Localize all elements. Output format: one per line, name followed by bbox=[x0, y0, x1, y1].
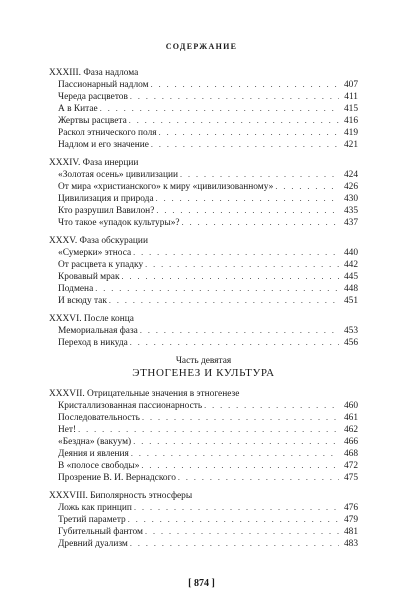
entry-page: 435 bbox=[343, 206, 358, 216]
page-number: [ 874 ] bbox=[188, 578, 215, 589]
entry-title: Ложь как принцип bbox=[58, 503, 132, 513]
toc-entry bbox=[49, 538, 358, 550]
chapter-33 bbox=[49, 67, 358, 151]
dot-leader bbox=[145, 526, 339, 538]
entry-title: Деяния и явления bbox=[58, 449, 129, 459]
entry-page: 462 bbox=[343, 425, 358, 435]
toc-entry bbox=[49, 127, 358, 139]
toc-entry bbox=[49, 448, 358, 460]
dot-leader bbox=[275, 181, 339, 193]
entry-page: 416 bbox=[343, 116, 358, 126]
entry-title: Мемориальная фаза bbox=[58, 326, 138, 336]
entry-page: 483 bbox=[343, 539, 358, 549]
entry-title: «Бездна» (вакуум) bbox=[58, 437, 132, 447]
toc-entry bbox=[49, 424, 358, 436]
chapter-35 bbox=[49, 235, 358, 307]
entry-title: «Сумерки» этноса bbox=[58, 248, 132, 258]
entry-page: 448 bbox=[343, 284, 358, 294]
toc-entry bbox=[49, 181, 358, 193]
dot-leader bbox=[130, 91, 339, 103]
entry-page: 411 bbox=[344, 92, 358, 102]
entry-page: 479 bbox=[343, 515, 358, 525]
chapter-title: XXXVIII. Биполярность этносферы bbox=[49, 491, 193, 501]
entry-page: 476 bbox=[343, 503, 358, 513]
entry-page: 437 bbox=[343, 218, 358, 228]
toc-entry bbox=[49, 79, 358, 91]
entry-page: 468 bbox=[343, 449, 358, 459]
entry-page: 424 bbox=[343, 170, 358, 180]
entry-page: 456 bbox=[343, 338, 358, 348]
dot-leader bbox=[128, 514, 339, 526]
dot-leader bbox=[180, 169, 339, 181]
toc-entry bbox=[49, 337, 358, 349]
chapter-title: XXXIII. Фаза надлома bbox=[49, 68, 139, 78]
dot-leader bbox=[145, 259, 339, 271]
part-heading bbox=[49, 355, 358, 380]
dot-leader bbox=[140, 325, 339, 337]
entry-page: 445 bbox=[343, 272, 358, 282]
toc-entry bbox=[49, 247, 358, 259]
entry-page: 426 bbox=[343, 182, 358, 192]
toc-entry bbox=[49, 205, 358, 217]
entry-title: А в Китае bbox=[58, 104, 98, 114]
entry-page: 472 bbox=[343, 461, 358, 471]
entry-title: Пассионарный надлом bbox=[58, 80, 149, 90]
toc-entry bbox=[49, 283, 358, 295]
entry-title: От расцвета к упадку bbox=[58, 260, 144, 270]
running-head: СОДЕРЖАНИЕ bbox=[165, 42, 238, 51]
toc-entry bbox=[49, 460, 358, 472]
dot-leader bbox=[131, 448, 339, 460]
dot-leader bbox=[133, 436, 339, 448]
entry-page: 475 bbox=[343, 473, 358, 483]
entry-title: В «полосе свободы» bbox=[58, 461, 140, 471]
toc-entry bbox=[49, 103, 358, 115]
entry-title: Кровавый мрак bbox=[58, 272, 120, 282]
dot-leader bbox=[141, 460, 339, 472]
dot-leader bbox=[130, 337, 339, 349]
entry-page: 430 bbox=[343, 194, 358, 204]
entry-title: Третий параметр bbox=[58, 515, 126, 525]
dot-leader bbox=[100, 103, 339, 115]
entry-title: Прозрение В. И. Вернадского bbox=[58, 473, 176, 483]
entry-page: 466 bbox=[343, 437, 358, 447]
dot-leader bbox=[122, 271, 339, 283]
toc-entry bbox=[49, 325, 358, 337]
dot-leader bbox=[182, 217, 339, 229]
toc-entry bbox=[49, 400, 358, 412]
entry-page: 451 bbox=[343, 296, 358, 306]
dot-leader bbox=[130, 538, 339, 550]
toc-entry bbox=[49, 412, 358, 424]
dot-leader bbox=[178, 472, 339, 484]
toc-entry bbox=[49, 169, 358, 181]
entry-page: 415 bbox=[343, 104, 358, 114]
dot-leader bbox=[133, 247, 339, 259]
chapter-title: XXXIV. Фаза инерции bbox=[49, 158, 139, 168]
entry-title: Надлом и его значение bbox=[58, 140, 149, 150]
part-title: ЭТНОГЕНЕЗ И КУЛЬТУРА bbox=[132, 367, 275, 379]
dot-leader bbox=[142, 412, 339, 424]
entry-page: 442 bbox=[343, 260, 358, 270]
dot-leader bbox=[109, 295, 339, 307]
toc-entry bbox=[49, 91, 358, 103]
dot-leader bbox=[156, 205, 339, 217]
entry-title: И всюду так bbox=[58, 296, 107, 306]
chapter-title: XXXVI. После конца bbox=[49, 314, 134, 324]
entry-page: 453 bbox=[343, 326, 358, 336]
entry-title: Череда расцветов bbox=[58, 92, 128, 102]
dot-leader bbox=[78, 424, 339, 436]
entry-title: Губительный фантом bbox=[58, 527, 143, 537]
dot-leader bbox=[134, 502, 339, 514]
toc-entry bbox=[49, 259, 358, 271]
entry-page: 481 bbox=[343, 527, 358, 537]
toc-entry bbox=[49, 295, 358, 307]
dot-leader bbox=[156, 193, 339, 205]
entry-page: 407 bbox=[343, 80, 358, 90]
dot-leader bbox=[151, 79, 339, 91]
toc-entry bbox=[49, 271, 358, 283]
entry-page: 460 bbox=[343, 401, 358, 411]
toc-entry bbox=[49, 526, 358, 538]
entry-title: Раскол этнического поля bbox=[58, 128, 157, 138]
entry-title: «Золотая осень» цивилизации bbox=[58, 170, 178, 180]
toc-entry bbox=[49, 139, 358, 151]
entry-page: 419 bbox=[343, 128, 358, 138]
entry-title: Нет! bbox=[58, 425, 77, 435]
entry-title: Жертвы расцвета bbox=[58, 116, 127, 126]
entry-page: 440 bbox=[343, 248, 358, 258]
chapter-title: XXXVII. Отрицательные значения в этногенезе bbox=[49, 389, 240, 399]
toc-entry bbox=[49, 217, 358, 229]
chapter-37 bbox=[49, 388, 358, 484]
entry-title: Последовательность bbox=[58, 413, 140, 423]
entry-title: Что такое «упадок культуры»? bbox=[58, 218, 180, 228]
toc-entry bbox=[49, 472, 358, 484]
entry-page: 421 bbox=[343, 140, 358, 150]
entry-title: Цивилизация и природа bbox=[58, 194, 154, 204]
toc-entry bbox=[49, 436, 358, 448]
toc-entry bbox=[49, 193, 358, 205]
dot-leader bbox=[159, 127, 339, 139]
dot-leader bbox=[151, 139, 339, 151]
toc-entry bbox=[49, 514, 358, 526]
entry-title: Переход в никуда bbox=[58, 338, 128, 348]
chapter-34 bbox=[49, 157, 358, 229]
part-label: Часть девятая bbox=[175, 356, 232, 366]
chapter-36 bbox=[49, 313, 358, 349]
toc-entry bbox=[49, 115, 358, 127]
entry-title: Древний дуализм bbox=[58, 539, 128, 549]
entry-title: Подмена bbox=[58, 284, 94, 294]
chapter-38 bbox=[49, 490, 358, 550]
toc-entry bbox=[49, 502, 358, 514]
dot-leader bbox=[204, 400, 339, 412]
dot-leader bbox=[95, 283, 339, 295]
entry-page: 461 bbox=[343, 413, 358, 423]
entry-title: Кристаллизованная пассионарность bbox=[58, 401, 203, 411]
entry-title: Кто разрушил Вавилон? bbox=[58, 206, 155, 216]
chapter-title: XXXV. Фаза обскурации bbox=[49, 236, 148, 246]
entry-title: От мира «христианского» к миру «цивилизованному» bbox=[58, 182, 274, 192]
table-of-contents bbox=[49, 67, 358, 556]
dot-leader bbox=[129, 115, 339, 127]
